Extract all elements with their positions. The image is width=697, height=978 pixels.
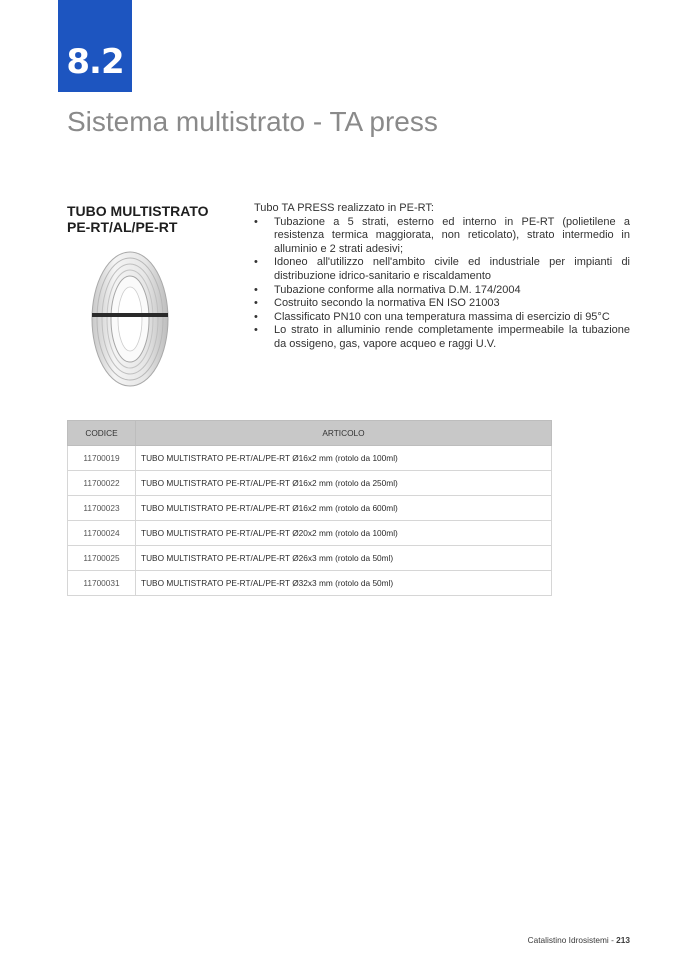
- table-row: [68, 571, 552, 596]
- page-number: 213: [616, 935, 630, 945]
- page-footer: [528, 935, 630, 945]
- pipe-coil-illustration: [80, 243, 180, 393]
- code-cell: 11700025: [68, 546, 136, 571]
- code-cell: 11700019: [68, 446, 136, 471]
- code-cell: 11700022: [68, 471, 136, 496]
- article-cell: TUBO MULTISTRATO PE-RT/AL/PE-RT Ø32x3 mm (rotolo da 50ml): [136, 571, 552, 596]
- table-row: [68, 546, 552, 571]
- article-cell: TUBO MULTISTRATO PE-RT/AL/PE-RT Ø16x2 mm (rotolo da 100ml): [136, 446, 552, 471]
- pipe-coil-image: [80, 243, 180, 393]
- column-header-code: CODICE: [68, 421, 136, 446]
- article-cell: TUBO MULTISTRATO PE-RT/AL/PE-RT Ø20x2 mm (rotolo da 100ml): [136, 521, 552, 546]
- article-cell: TUBO MULTISTRATO PE-RT/AL/PE-RT Ø16x2 mm (rotolo da 250ml): [136, 471, 552, 496]
- feature-item: • Tubazione conforme alla normativa D.M. 174/2004: [254, 284, 630, 298]
- product-name: [67, 203, 227, 235]
- article-cell: TUBO MULTISTRATO PE-RT/AL/PE-RT Ø26x3 mm (rotolo da 50ml): [136, 546, 552, 571]
- code-cell: 11700024: [68, 521, 136, 546]
- table-row: [68, 521, 552, 546]
- table-row: [68, 446, 552, 471]
- product-name-line: PE-RT/AL/PE-RT: [67, 219, 178, 235]
- product-code-table: [67, 420, 552, 596]
- feature-item: • Lo strato in alluminio rende completamente impermeabile la tubazione da ossigeno, gas, vapore acqueo e raggi U.V.: [254, 324, 630, 351]
- page-title: Sistema multistrato - TA press: [67, 106, 438, 137]
- table-row: [68, 471, 552, 496]
- description-intro: Tubo TA PRESS realizzato in PE-RT:: [254, 202, 434, 214]
- article-cell: TUBO MULTISTRATO PE-RT/AL/PE-RT Ø16x2 mm (rotolo da 600ml): [136, 496, 552, 521]
- feature-list: [254, 216, 630, 352]
- feature-item: • Idoneo all'utilizzo nell'ambito civile ed industriale per impianti di distribuzione idrico-sanitario e riscaldamento: [254, 256, 630, 283]
- section-number-tab: [58, 0, 132, 92]
- feature-item: • Costruito secondo la normativa EN ISO 21003: [254, 297, 630, 311]
- feature-item: • Tubazione a 5 strati, esterno ed interno in PE-RT (polietilene a resistenza termica maggiorata, non reticolato), strato intermedio in alluminio e 2 strati adesivi;: [254, 216, 630, 257]
- code-cell: 11700031: [68, 571, 136, 596]
- code-cell: 11700023: [68, 496, 136, 521]
- catalog-name: Catalistino Idrosistemi -: [527, 935, 614, 945]
- column-header-article: ARTICOLO: [136, 421, 552, 446]
- section-number: 8.2: [66, 42, 124, 82]
- table-row: [68, 496, 552, 521]
- table-header-row: [68, 421, 552, 446]
- feature-item: • Classificato PN10 con una temperatura massima di esercizio di 95°C: [254, 311, 630, 325]
- product-description: [254, 202, 630, 352]
- product-name-line: TUBO MULTISTRATO: [67, 203, 209, 219]
